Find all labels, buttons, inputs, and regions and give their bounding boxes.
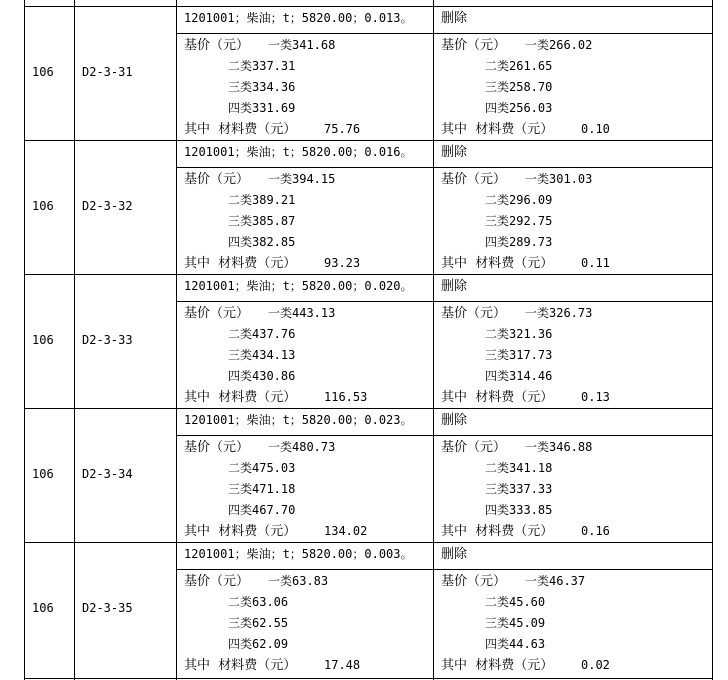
material-cost-value: 0.11	[581, 256, 610, 270]
material-line: 1201001；柴油；t；5820.00；0.003。	[184, 547, 413, 561]
class-2-price: 二类341.18	[485, 461, 553, 475]
material-cost-value: 0.10	[581, 122, 610, 136]
class-4-price: 四类256.03	[485, 101, 553, 115]
class-4-price: 四类430.86	[228, 369, 296, 383]
class-4-price: 四类44.63	[485, 637, 546, 651]
row-border-top	[24, 408, 713, 409]
class-2-price: 二类389.21	[228, 193, 296, 207]
material-cost-value: 0.16	[581, 524, 610, 538]
material-cost-value: 75.76	[324, 122, 361, 136]
material-line: 1201001；柴油；t；5820.00；0.023。	[184, 413, 413, 427]
class-1-price: 一类301.03	[525, 172, 593, 186]
class-3-price: 三类334.36	[228, 80, 296, 94]
material-cost-label: 其中 材料费（元）	[184, 658, 297, 673]
table-border-right	[712, 0, 713, 680]
class-1-price: 一类346.88	[525, 440, 593, 454]
class-3-price: 三类434.13	[228, 348, 296, 362]
table-border-left	[24, 0, 25, 680]
class-2-price: 二类337.31	[228, 59, 296, 73]
class-2-price: 二类45.60	[485, 595, 546, 609]
column-divider-code	[176, 0, 177, 680]
class-1-price: 一类394.15	[268, 172, 336, 186]
class-2-price: 二类296.09	[485, 193, 553, 207]
class-1-price: 一类341.68	[268, 38, 336, 52]
column-divider-middle	[433, 0, 434, 680]
material-cost-label: 其中 材料费（元）	[441, 390, 554, 405]
class-2-price: 二类261.65	[485, 59, 553, 73]
class-2-price: 二类475.03	[228, 461, 296, 475]
base-price-label: 基价（元）	[184, 172, 250, 187]
material-line: 1201001；柴油；t；5820.00；0.020。	[184, 279, 413, 293]
class-4-price: 四类314.46	[485, 369, 553, 383]
material-cost-label: 其中 材料费（元）	[441, 524, 554, 539]
column-divider-no	[74, 0, 75, 680]
class-1-price: 一类266.02	[525, 38, 593, 52]
table-border-bottom	[24, 678, 713, 679]
material-cost-label: 其中 材料费（元）	[184, 122, 297, 137]
material-cost-label: 其中 材料费（元）	[184, 390, 297, 405]
base-price-label: 基价（元）	[441, 38, 507, 53]
row-inner-divider	[176, 167, 713, 168]
material-cost-value: 0.13	[581, 390, 610, 404]
material-cost-value: 0.02	[581, 658, 610, 672]
row-inner-divider	[176, 435, 713, 436]
row-number: 106	[32, 199, 54, 213]
class-3-price: 三类317.73	[485, 348, 553, 362]
row-code: D2-3-32	[82, 199, 133, 213]
class-1-price: 一类443.13	[268, 306, 336, 320]
class-3-price: 三类45.09	[485, 616, 546, 630]
base-price-label: 基价（元）	[184, 38, 250, 53]
material-line: 1201001；柴油；t；5820.00；0.013。	[184, 11, 413, 25]
base-price-label: 基价（元）	[441, 172, 507, 187]
class-1-price: 一类63.83	[268, 574, 329, 588]
base-price-label: 基价（元）	[184, 574, 250, 589]
class-4-price: 四类62.09	[228, 637, 289, 651]
material-cost-value: 93.23	[324, 256, 361, 270]
class-4-price: 四类333.85	[485, 503, 553, 517]
material-cost-label: 其中 材料费（元）	[184, 256, 297, 271]
row-inner-divider	[176, 33, 713, 34]
row-border-top	[24, 274, 713, 275]
class-4-price: 四类382.85	[228, 235, 296, 249]
delete-label: 删除	[441, 547, 468, 562]
material-cost-label: 其中 材料费（元）	[441, 122, 554, 137]
class-1-price: 一类46.37	[525, 574, 586, 588]
row-inner-divider	[176, 569, 713, 570]
row-border-top	[24, 542, 713, 543]
class-2-price: 二类437.76	[228, 327, 296, 341]
row-code: D2-3-33	[82, 333, 133, 347]
material-cost-label: 其中 材料费（元）	[184, 524, 297, 539]
row-code: D2-3-34	[82, 467, 133, 481]
class-3-price: 三类337.33	[485, 482, 553, 496]
class-1-price: 一类480.73	[268, 440, 336, 454]
delete-label: 删除	[441, 279, 468, 294]
row-border-top	[24, 6, 713, 7]
material-cost-value: 116.53	[324, 390, 368, 404]
class-3-price: 三类292.75	[485, 214, 553, 228]
base-price-label: 基价（元）	[441, 440, 507, 455]
class-2-price: 二类321.36	[485, 327, 553, 341]
row-inner-divider	[176, 301, 713, 302]
delete-label: 删除	[441, 145, 468, 160]
delete-label: 删除	[441, 413, 468, 428]
row-number: 106	[32, 65, 54, 79]
base-price-label: 基价（元）	[184, 440, 250, 455]
row-number: 106	[32, 601, 54, 615]
row-code: D2-3-31	[82, 65, 133, 79]
row-code: D2-3-35	[82, 601, 133, 615]
row-number: 106	[32, 333, 54, 347]
row-border-top	[24, 140, 713, 141]
class-3-price: 三类471.18	[228, 482, 296, 496]
class-4-price: 四类289.73	[485, 235, 553, 249]
class-3-price: 三类62.55	[228, 616, 289, 630]
material-cost-value: 17.48	[324, 658, 361, 672]
material-cost-value: 134.02	[324, 524, 368, 538]
class-2-price: 二类63.06	[228, 595, 289, 609]
material-cost-label: 其中 材料费（元）	[441, 256, 554, 271]
material-cost-label: 其中 材料费（元）	[441, 658, 554, 673]
class-3-price: 三类258.70	[485, 80, 553, 94]
base-price-label: 基价（元）	[441, 306, 507, 321]
base-price-label: 基价（元）	[184, 306, 250, 321]
class-3-price: 三类385.87	[228, 214, 296, 228]
material-line: 1201001；柴油；t；5820.00；0.016。	[184, 145, 413, 159]
delete-label: 删除	[441, 11, 468, 26]
class-4-price: 四类467.70	[228, 503, 296, 517]
base-price-label: 基价（元）	[441, 574, 507, 589]
row-number: 106	[32, 467, 54, 481]
class-1-price: 一类326.73	[525, 306, 593, 320]
class-4-price: 四类331.69	[228, 101, 296, 115]
